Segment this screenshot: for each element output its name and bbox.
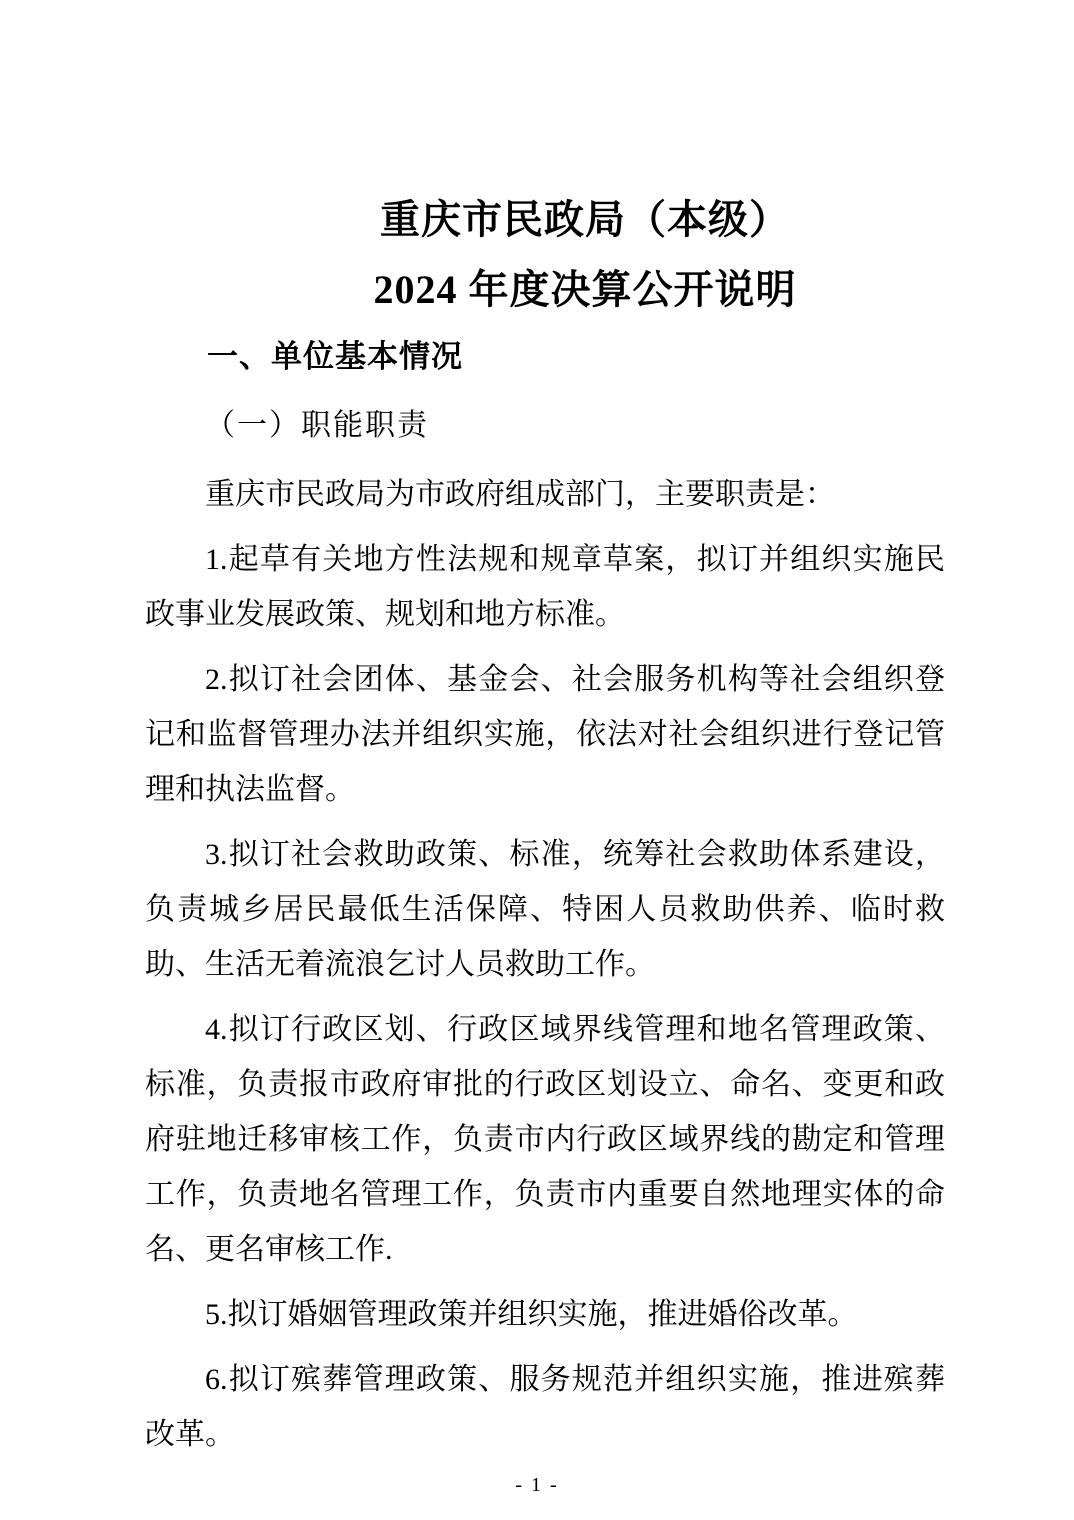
paragraph-duty-6: 6.拟订殡葬管理政策、服务规范并组织实施，推进殡葬改革。: [145, 1363, 945, 1451]
paragraph-intro: 重庆市民政局为市政府组成部门，主要职责是：: [205, 478, 835, 511]
page-number: - 1 -: [515, 1474, 559, 1496]
document-body: [145, 467, 945, 1462]
document-title-line2: 2024 年度决算公开说明: [373, 267, 797, 312]
paragraph-duty-3: 3.拟订社会救助政策、标准，统筹社会救助体系建设，负责城乡居民最低生活保障、特困人员救助供养、临时救助、生活无着流浪乞讨人员救助工作。: [145, 838, 945, 981]
document-title: [145, 185, 945, 325]
paragraph-duty-2: 2.拟订社会团体、基金会、社会服务机构等社会组织登记和监督管理办法并组织实施，依法对社会组织进行登记管理和执法监督。: [145, 663, 945, 806]
document-title-line1: 重庆市民政局（本级）: [380, 197, 790, 242]
section-heading-basic-info: 一、单位基本情况: [207, 339, 463, 374]
paragraph-duty-4: 4.拟订行政区划、行政区域界线管理和地名管理政策、标准，负责报市政府审批的行政区划设立、命名、变更和政府驻地迁移审核工作，负责市内行政区域界线的勘定和管理工作，负责地名管理工作，负责市内重要自然地理实体的命名、更名审核工作.: [145, 1013, 945, 1266]
subsection-heading-duties: （一）职能职责: [205, 409, 429, 442]
paragraph-duty-5: 5.拟订婚姻管理政策并组织实施，推进婚俗改革。: [205, 1298, 858, 1331]
paragraph-duty-1: 1.起草有关地方性法规和规章草案，拟订并组织实施民政事业发展政策、规划和地方标准。: [145, 543, 945, 631]
